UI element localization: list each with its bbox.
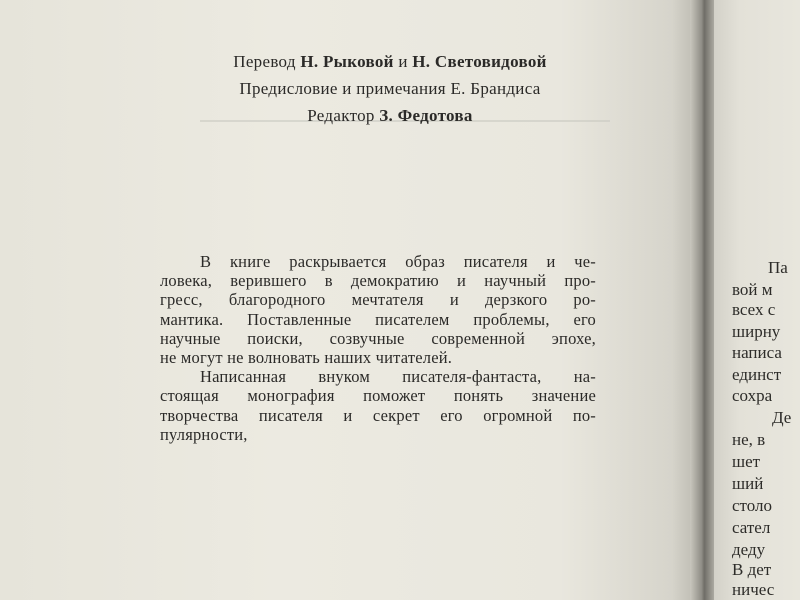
translator-2: Н. Световидовой xyxy=(412,52,547,71)
right-page-line: ничес xyxy=(732,580,775,599)
editor-name: З. Федотова xyxy=(379,106,473,125)
right-page-line: ший xyxy=(732,474,764,493)
translation-prefix: Перевод xyxy=(233,52,296,71)
right-page-line: вой м xyxy=(732,280,773,299)
abstract-line: гресс, благородного мечтателя и дерзкого ро- xyxy=(160,290,596,310)
editor-prefix: Редактор xyxy=(307,106,375,125)
preface-prefix: Предисловие и примечания xyxy=(239,79,446,98)
abstract-line: стоящая монография поможет понять значение xyxy=(160,386,596,406)
right-page-line: не, в xyxy=(732,430,766,449)
right-page-line: Де xyxy=(772,408,792,427)
right-page-line: единст xyxy=(732,365,782,384)
abstract-line: не могут не волновать наших читателей. xyxy=(160,348,453,368)
preface-author: Е. Брандиса xyxy=(450,79,541,98)
abstract-line: мантика. Поставленные писателем проблемы, его xyxy=(160,309,596,329)
abstract-line: творчества писателя и секрет его огромной по- xyxy=(160,405,596,425)
book-abstract xyxy=(160,252,596,444)
translator-1: Н. Рыковой xyxy=(300,52,394,71)
translation-credit xyxy=(150,48,630,75)
abstract-line: научные поиски, созвучные современной эпохе, xyxy=(160,328,596,348)
credits-block xyxy=(150,48,630,129)
abstract-line: ловека, верившего в демократию и научный про- xyxy=(160,271,596,291)
abstract-line: Написанная внуком писателя-фантаста, на- xyxy=(200,367,596,387)
right-page-line: написа xyxy=(732,343,782,362)
right-page-line: Па xyxy=(768,258,788,277)
abstract-line: пулярности, xyxy=(160,424,248,444)
show-through-title xyxy=(188,150,588,240)
right-page xyxy=(714,0,800,600)
right-page-line: ширну xyxy=(732,322,781,341)
abstract-line: В книге раскрывается образ писателя и че- xyxy=(200,252,596,271)
right-page-line: шет xyxy=(732,452,761,471)
and-conjunction: и xyxy=(398,52,408,71)
right-page-line: сохра xyxy=(732,386,773,405)
editor-credit xyxy=(150,102,630,129)
book-gutter xyxy=(690,0,716,600)
right-page-line: деду xyxy=(732,540,766,559)
right-page-line: В дет xyxy=(732,560,772,579)
preface-credit xyxy=(150,75,630,102)
right-page-line: сател xyxy=(732,518,771,537)
right-page-line: столо xyxy=(732,496,773,515)
right-page-line: всех с xyxy=(732,300,776,319)
